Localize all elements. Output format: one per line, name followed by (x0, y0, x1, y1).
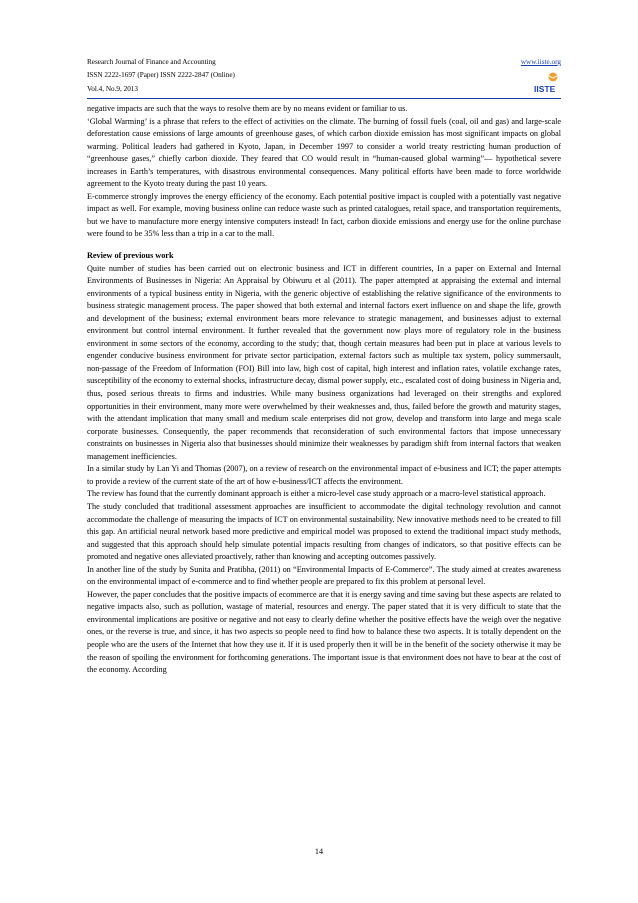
journal-title: Research Journal of Finance and Accounting (87, 58, 216, 66)
paragraph: The study concluded that traditional assessment approaches are insufficient to accommodate the digital technology revolution and cannot accommodate the challenge of measuring the impacts of ICT on environmental sustainability. New innovative methods need to be created to fill this gap. An artificial neural network based more predictive and empirical model was proposed to extend the traditional impact study methods, and suggested that this approach should help simulate potential impacts resulting from changes of indicators, so that positive effects can be promoted and negative ones alleviated proactively, rather than knowing and accepting outcomes passively. (87, 501, 561, 562)
page-number: 14 (314, 847, 324, 856)
header-rule (87, 98, 561, 99)
journal-url-link[interactable]: www.iiste.org (520, 58, 561, 66)
volume-line: Vol.4, No.9, 2013 (87, 84, 138, 93)
paragraph: E-commerce strongly improves the energy efficiency of the economy. Each potential positive impact is coupled with a potentially vast negative impact as well. For example, moving business online can reduce waste such as printed catalogues, retail space, and transportation requirements, but we have to manufacture more energy intensive computers instead! In fact, carbon dioxide emissions and energy use for the online purchase were found to be 35% less than a trip in a car to the mall. (87, 191, 561, 239)
iiste-logo (533, 72, 561, 94)
paragraph: The review has found that the currently dominant approach is either a micro-level case study approach or a macro-level statistical approach. (87, 489, 546, 499)
paragraph: negative impacts are such that the ways to resolve them are by no means evident or familiar to us. (87, 104, 408, 113)
paragraph: Quite number of studies has been carried out on electronic business and ICT in different countries, In a paper on External and Internal Environments of Businesses in Nigeria: An Appraisal by Obiwuru et al (2011). The paper attempted at appraising the external and internal environments of a typical business entity in Nigeria, with the generic objective of establishing the relative significance of the environments to business strategic management process. The paper showed that both external and internal factors exert influence on and shape the life, growth and development of the business; external environment bears more relevance to strategic management, and businesses adjust to external environment but control internal environment. It further revealed that the government now plays more of regulatory role in the business environment in some sectors of the economy, according to the study; that, though certain measures had been put in place at various levels to engender conducive business environment for private sector participation, external factors such as multiple tax system, policy summersault, non-passage of the Freedom of Information (FOI) Bill into law, high cost of capital, high interest and inflation rates, volatile exchange rates, susceptibility of the economy to external shocks, infrastructure decay, dismal power supply, etc., escalated cost of doing business in Nigeria and, thus, posed serious threats to firms and industries. While many business organizations had leveraged on their strengths and explored opportunities in their environment, many more were overwhelmed by their weaknesses and, thus, failed before the growth and maturity stages, with the attendant implication that many small and medium scale enterprises did not grow, develop and transform into large and mega scale corporate businesses. Consequently, the paper recommends that reconsideration of such environmental factors that impose unnecessary constraints on businesses in Nigeria also that businesses should minimize their weaknesses by paradigm shift from internal factors that weaken management inefficiencies. (87, 263, 561, 461)
running-header (87, 56, 561, 96)
body-text (87, 103, 561, 677)
logo-text: IISTE (534, 84, 556, 94)
paragraph: However, the paper concludes that the positive impacts of ecommerce are that it is energy saving and time saving but these aspects are related to negative impacts also, such as pollution, wastage of material, resources and energy. The paper stated that it is very difficult to state that the environmental implications are positive or negative and not easy to clearly define whether the positive effects have the weigh over the negative ones, or the reverse is true, and since, it has two aspects so people need to find how to balance these two aspects. It is totally dependent on the people who are the users of the Internet that how they use it. If it is used properly then it will be in the benefit of the society otherwise it may be the reason of spoiling the environment for forthcoming generations. The important issue is that environment does not have to bear at the cost of the economy. According (87, 589, 561, 675)
section-heading: Review of previous work (87, 251, 174, 261)
paragraph: In another line of the study by Sunita and Pratibha, (2011) on “Environmental Impacts of E-Commerce”. The study aimed at creates awareness on the environmental impact of e-commerce and to find whether people are prepared to fix this problem at personal level. (87, 564, 561, 587)
paragraph: In a similar study by Lan Yi and Thomas (2007), on a review of research on the environmental impact of e-business and ICT; the paper attempts to provide a review of the current state of the art of how e-business/ICT affects the environment. (87, 464, 561, 486)
issn-line: ISSN 2222-1697 (Paper) ISSN 2222-2847 (Online) (87, 71, 235, 80)
paragraph: ‘Global Warming’ is a phrase that refers to the effect of activities on the climate. The burning of fossil fuels (coal, oil and gas) and large-scale deforestation cause emissions of large amounts of greenhouse gases, of which carbon dioxide emission has most significant impacts on global warming. Political leaders had gathered in Kyoto, Japan, in December 1997 to consider a world treaty restricting human production of “greenhouse gases,” chiefly carbon dioxide. They feared that CO would result in “human-caused global warming”— hypothetical severe increases in Earth’s temperatures, with disastrous environmental consequences. Many political efforts have been made to force worldwide agreement to the Kyoto treaty during the past 10 years. (87, 116, 561, 189)
